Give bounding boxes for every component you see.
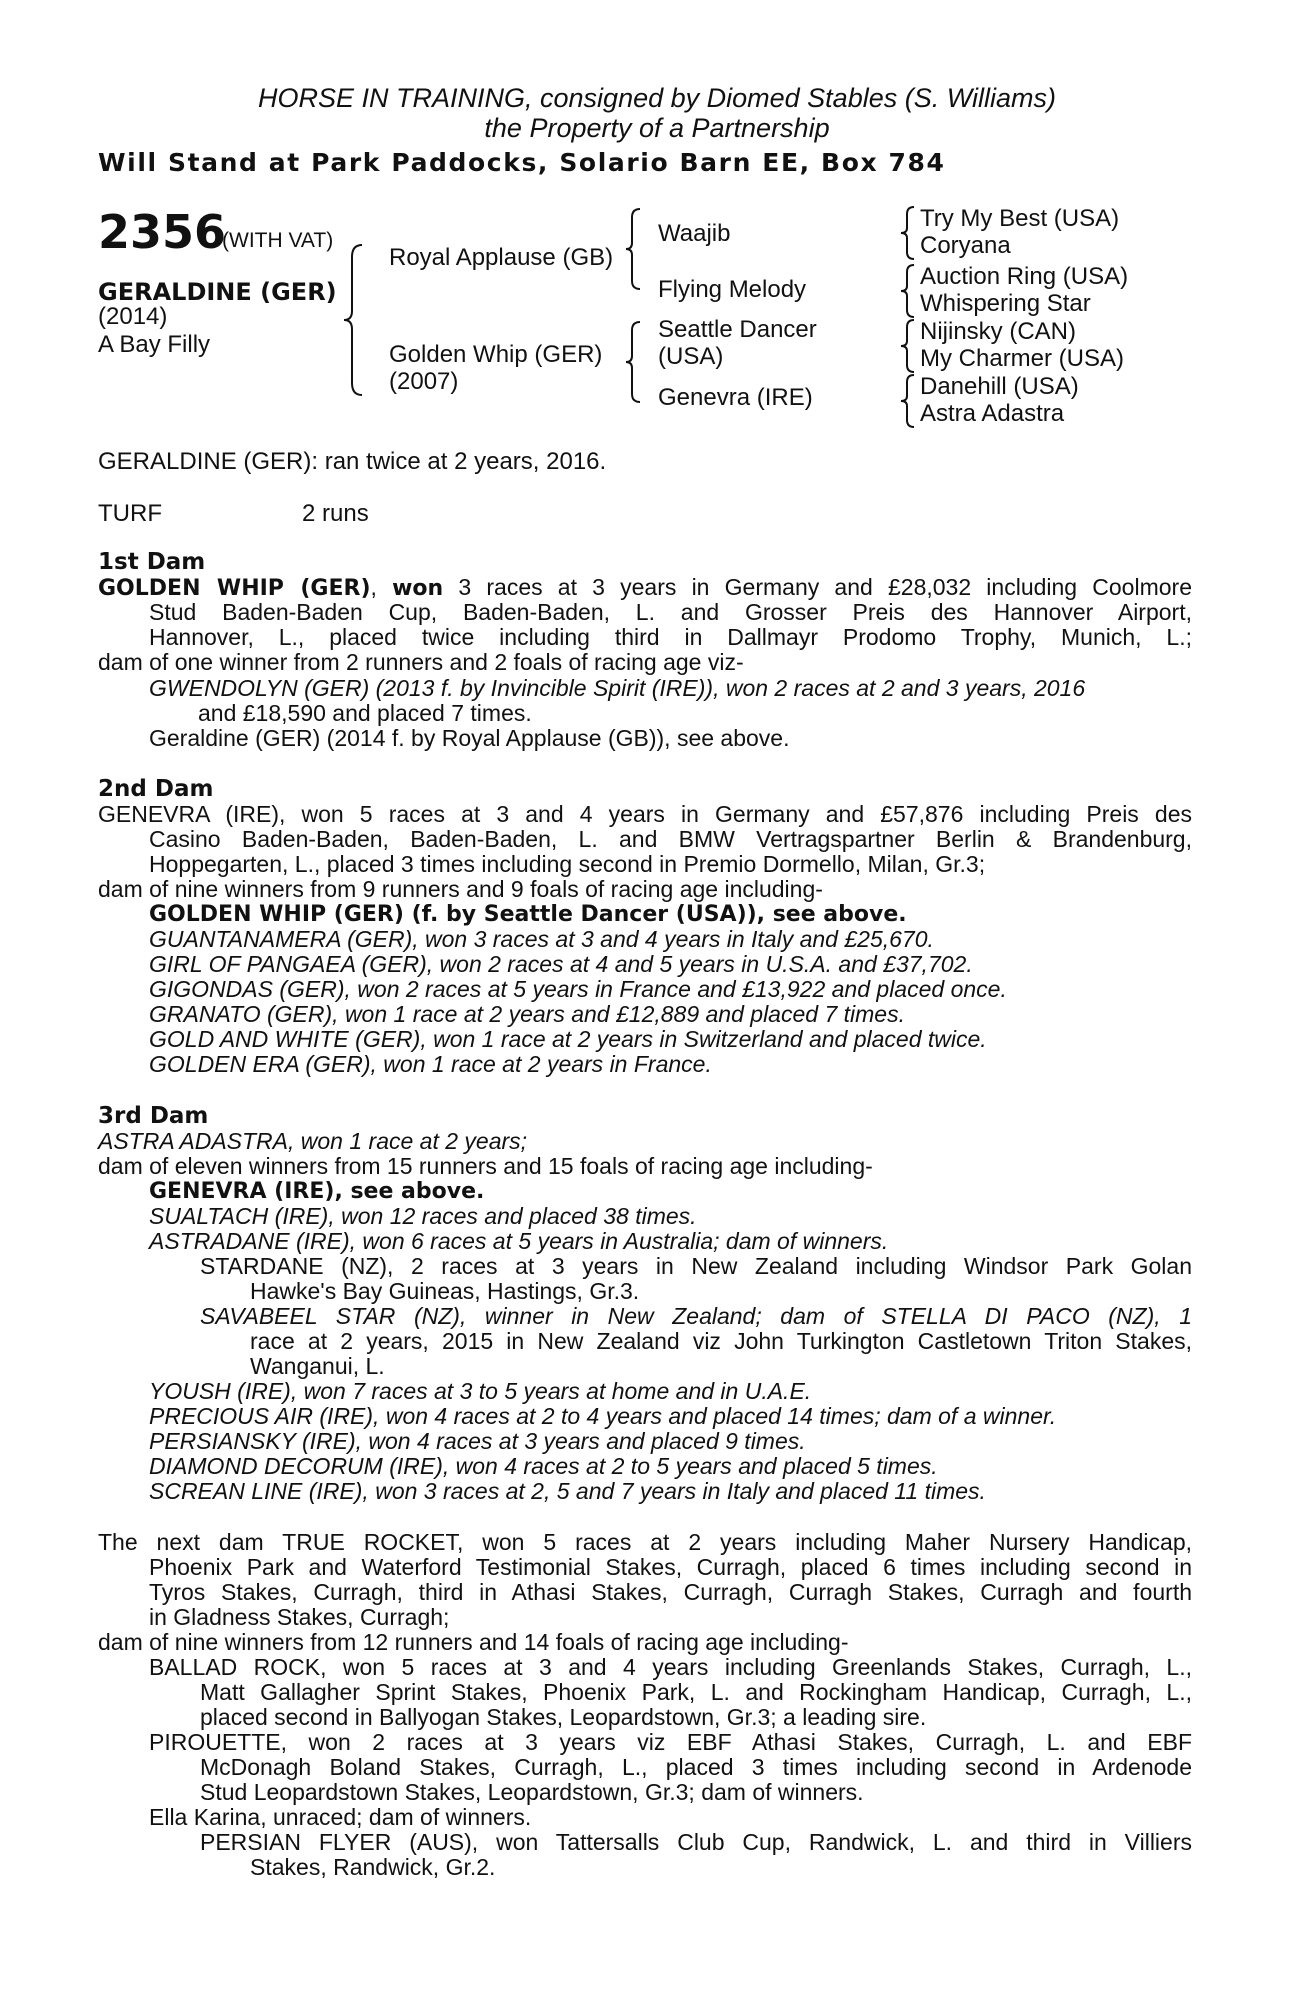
third-dam-line-1: ASTRA ADASTRA, won 1 race at 2 years; — [98, 1128, 528, 1154]
pedigree-dss: Nijinsky (CAN) — [920, 318, 1076, 345]
pedigree-sire-dam: Flying Melody — [658, 276, 807, 303]
pedigree-sss: Try My Best (USA) — [920, 205, 1120, 232]
pedigree-dam-bracket — [622, 320, 646, 404]
pedigree-ddd: Astra Adastra — [920, 400, 1065, 427]
second-dam-line-10: GOLD AND WHITE (GER), won 1 race at 2 years in Switzerland and placed twice. — [149, 1026, 987, 1052]
race-record-summary: GERALDINE (GER): ran twice at 2 years, 2016. — [98, 448, 607, 475]
next-dam-line-6: BALLAD ROCK, won 5 races at 3 and 4 years including Greenlands Stakes, Curragh, L., — [149, 1654, 1192, 1680]
next-dam-line-11: Stud Leopardstown Stakes, Leopardstown, Gr.3; dam of winners. — [200, 1779, 864, 1805]
third-dam-line-10: Wanganui, L. — [250, 1353, 385, 1379]
third-dam-line-5: ASTRADANE (IRE), won 6 races at 5 years in Australia; dam of winners. — [149, 1228, 889, 1254]
next-dam-line-1: The next dam TRUE ROCKET, won 5 races at 2 years including Maher Nursery Handicap, — [98, 1529, 1192, 1555]
pedigree-sire-sire: Waajib — [658, 220, 731, 247]
pedigree-dam-year: (2007) — [389, 368, 459, 395]
pedigree-bracket-ss — [898, 205, 920, 261]
pedigree-dsd: My Charmer (USA) — [920, 345, 1125, 372]
next-dam-line-9: PIROUETTE, won 2 races at 3 years viz EBF Athasi Stakes, Curragh, L. and EBF — [149, 1729, 1192, 1755]
second-dam-line-5: GOLDEN WHIP (GER) (f. by Seattle Dancer (USA)), see above. — [149, 902, 907, 927]
location-line: Will Stand at Park Paddocks, Solario Barn EE, Box 784 — [98, 148, 946, 177]
third-dam-line-6: STARDANE (NZ), 2 races at 3 years in New Zealand including Windsor Park Golan — [200, 1253, 1192, 1279]
third-dam-line-14: DIAMOND DECORUM (IRE), won 4 races at 2 to 5 years and placed 5 times. — [149, 1453, 938, 1479]
second-dam-line-7: GIRL OF PANGAEA (GER), won 2 races at 4 and 5 years in U.S.A. and £37,702. — [149, 951, 973, 977]
second-dam-line-1: GENEVRA (IRE), won 5 races at 3 and 4 years in Germany and £57,876 including Preis des — [98, 801, 1192, 827]
first-dam-name: GOLDEN WHIP (GER) — [98, 576, 371, 601]
first-dam-heading: 1st Dam — [98, 549, 206, 575]
first-dam-line-2: Stud Baden-Baden Cup, Baden-Baden, L. and Grosser Preis des Hannover Airport, — [149, 599, 1192, 625]
third-dam-line-3: GENEVRA (IRE), see above. — [149, 1179, 485, 1204]
pedigree-bracket-dd — [898, 373, 920, 429]
consignor-line: HORSE IN TRAINING, consigned by Diomed Stables (S. Williams) — [258, 83, 1056, 113]
pedigree-dam-dam: Genevra (IRE) — [658, 384, 813, 411]
first-dam-line-3: Hannover, L., placed twice including third in Dallmayr Prodomo Trophy, Munich, L.; — [149, 624, 1192, 650]
second-dam-line-3: Hoppegarten, L., placed 3 times including second in Premio Dormello, Milan, Gr.3; — [149, 851, 986, 877]
second-dam-heading: 2nd Dam — [98, 776, 214, 802]
second-dam-line-11: GOLDEN ERA (GER), won 1 race at 2 years in France. — [149, 1051, 712, 1077]
second-dam-line-4: dam of nine winners from 9 runners and 9 foals of racing age including- — [98, 876, 823, 902]
third-dam-line-4: SUALTACH (IRE), won 12 races and placed 38 times. — [149, 1203, 697, 1229]
second-dam-line-6: GUANTANAMERA (GER), won 3 races at 3 and 4 years in Italy and £25,670. — [149, 926, 934, 952]
lot-number: 2356 — [98, 205, 227, 259]
third-dam-line-12: PRECIOUS AIR (IRE), won 4 races at 2 to 4 years and placed 14 times; dam of a winner. — [149, 1403, 1057, 1429]
next-dam-line-2: Phoenix Park and Waterford Testimonial Stakes, Curragh, placed 6 times including second in — [149, 1554, 1192, 1580]
next-dam-line-12: Ella Karina, unraced; dam of winners. — [149, 1804, 532, 1830]
second-dam-line-2: Casino Baden-Baden, Baden-Baden, L. and BMW Vertragspartner Berlin & Brandenburg, — [149, 826, 1192, 852]
first-dam-line-6: and £18,590 and placed 7 times. — [198, 700, 532, 726]
next-dam-line-5: dam of nine winners from 12 runners and 14 foals of racing age including- — [98, 1629, 849, 1655]
foaling-year: (2014) — [98, 303, 168, 330]
first-dam-line-4: dam of one winner from 2 runners and 2 foals of racing age viz- — [98, 649, 744, 675]
first-dam-line-1: GOLDEN WHIP (GER), won 3 races at 3 years in Germany and £28,032 including Coolmore — [98, 574, 1192, 601]
pedigree-main-bracket — [340, 243, 368, 397]
third-dam-heading: 3rd Dam — [98, 1103, 209, 1129]
pedigree-ssd: Coryana — [920, 232, 1011, 259]
next-dam-line-13: PERSIAN FLYER (AUS), won Tattersalls Club Cup, Randwick, L. and third in Villiers — [200, 1829, 1192, 1855]
next-dam-line-10: McDonagh Boland Stakes, Curragh, L., placed 3 times including second in Ardenode — [200, 1754, 1192, 1780]
pedigree-dam-sire-country: (USA) — [658, 343, 724, 370]
pedigree-bracket-ds — [898, 318, 920, 374]
third-dam-line-13: PERSIANSKY (IRE), won 4 races at 3 years and placed 9 times. — [149, 1428, 806, 1454]
first-dam-line-7: Geraldine (GER) (2014 f. by Royal Applause (GB)), see above. — [149, 725, 790, 751]
next-dam-line-3: Tyros Stakes, Curragh, third in Athasi Stakes, Curragh, Curragh Stakes, Curragh and fourth — [149, 1579, 1192, 1605]
pedigree-dam: Golden Whip (GER) — [389, 341, 603, 368]
pedigree-sds: Auction Ring (USA) — [920, 263, 1129, 290]
third-dam-line-7: Hawke's Bay Guineas, Hastings, Gr.3. — [250, 1278, 640, 1304]
third-dam-line-8: SAVABEEL STAR (NZ), winner in New Zealand; dam of STELLA DI PACO (NZ), 1 — [200, 1303, 1192, 1329]
second-dam-line-9: GRANATO (GER), won 1 race at 2 years and £12,889 and placed 7 times. — [149, 1001, 905, 1027]
next-dam-line-14: Stakes, Randwick, Gr.2. — [250, 1854, 496, 1880]
horse-description: A Bay Filly — [98, 331, 211, 358]
third-dam-line-15: SCREAN LINE (IRE), won 3 races at 2, 5 and 7 years in Italy and placed 11 times. — [149, 1478, 986, 1504]
third-dam-line-9: race at 2 years, 2015 in New Zealand viz John Turkington Castletown Triton Stakes, — [250, 1328, 1192, 1354]
pedigree-dds: Danehill (USA) — [920, 373, 1079, 400]
next-dam-line-7: Matt Gallagher Sprint Stakes, Phoenix Park, L. and Rockingham Handicap, Curragh, L., — [200, 1679, 1192, 1705]
race-record-runs: 2 runs — [302, 500, 369, 527]
third-dam-line-2: dam of eleven winners from 15 runners and 15 foals of racing age including- — [98, 1153, 873, 1179]
vat-note: (WITH VAT) — [222, 229, 334, 252]
pedigree-sire-bracket — [622, 207, 646, 291]
race-record-surface: TURF — [98, 500, 162, 527]
pedigree-sdd: Whispering Star — [920, 290, 1091, 317]
pedigree-dam-sire: Seattle Dancer — [658, 316, 817, 343]
property-line: the Property of a Partnership — [484, 113, 830, 143]
pedigree-sire: Royal Applause (GB) — [389, 244, 614, 271]
pedigree-bracket-sd — [898, 263, 920, 319]
next-dam-line-4: in Gladness Stakes, Curragh; — [149, 1604, 450, 1630]
third-dam-line-11: YOUSH (IRE), won 7 races at 3 to 5 years at home and in U.A.E. — [149, 1378, 812, 1404]
second-dam-line-8: GIGONDAS (GER), won 2 races at 5 years in France and £13,922 and placed once. — [149, 976, 1007, 1002]
next-dam-line-8: placed second in Ballyogan Stakes, Leopardstown, Gr.3; a leading sire. — [200, 1704, 927, 1730]
horse-name: GERALDINE (GER) — [98, 278, 337, 306]
first-dam-line-5: GWENDOLYN (GER) (2013 f. by Invincible Spirit (IRE)), won 2 races at 2 and 3 years, 2016 — [149, 675, 1086, 701]
